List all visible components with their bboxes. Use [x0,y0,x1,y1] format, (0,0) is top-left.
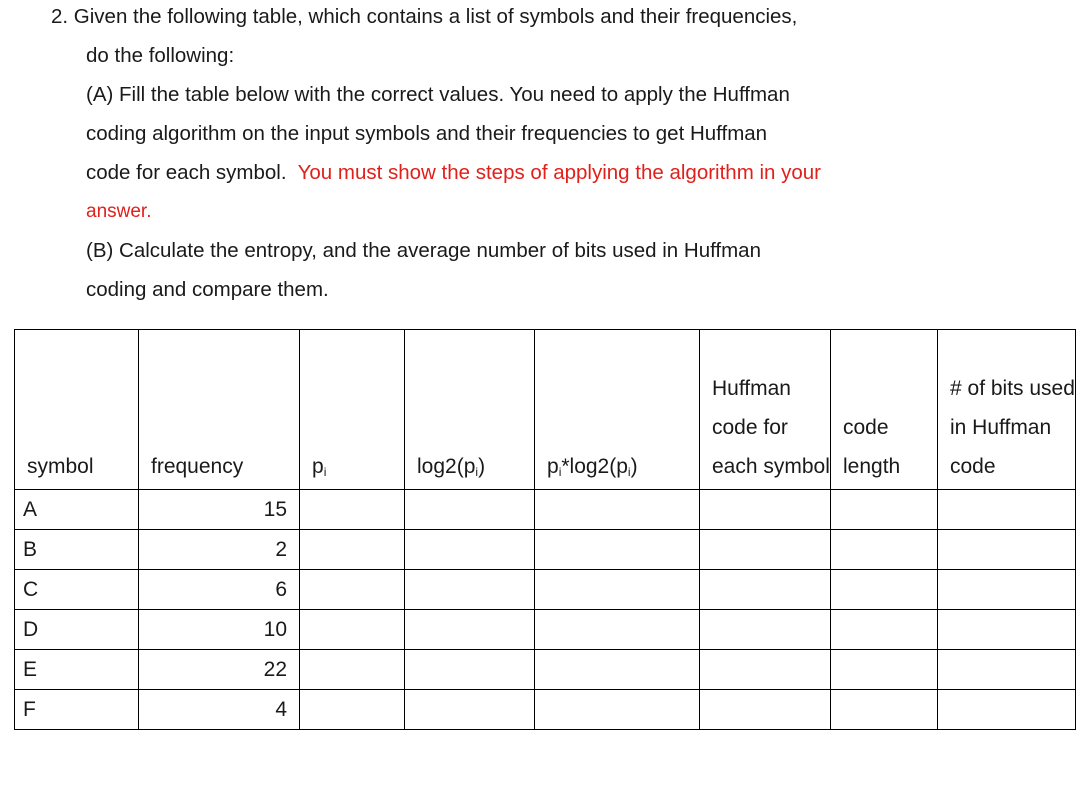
cell-pi[interactable] [300,490,405,530]
cell-frequency: 4 [139,690,300,730]
cell-pi-log2-pi[interactable] [535,690,700,730]
cell-pi-log2-pi[interactable] [535,610,700,650]
cell-log2-pi[interactable] [405,610,535,650]
question-line-4: coding algorithm on the input symbols and their frequencies to get Huffman [86,122,768,145]
cell-log2-pi[interactable] [405,490,535,530]
cell-pi[interactable] [300,570,405,610]
table-row [15,650,1076,690]
cell-frequency: 10 [139,610,300,650]
cell-huffman-code[interactable] [700,610,831,650]
cell-symbol: A [15,490,139,530]
table-row [15,690,1076,730]
cell-bits-used[interactable] [938,650,1076,690]
cell-symbol: B [15,530,139,570]
header-bits-used-text: # of bits used in Huffman code [950,377,1075,478]
cell-pi[interactable] [300,530,405,570]
question-line-5 [86,161,821,185]
table-row [15,530,1076,570]
cell-bits-used[interactable] [938,610,1076,650]
question-line-1: 2. Given the following table, which contains a list of symbols and their frequencies, [51,5,798,28]
cell-pi[interactable] [300,650,405,690]
header-log-post: ) [478,455,486,478]
cell-pi-log2-pi[interactable] [535,490,700,530]
cell-huffman-code[interactable] [700,490,831,530]
cell-log2-pi[interactable] [405,570,535,610]
table-row [15,610,1076,650]
header-plog-post: ) [630,455,638,478]
cell-log2-pi[interactable] [405,530,535,570]
cell-huffman-code[interactable] [700,690,831,730]
instruction-highlight-end: answer. [86,201,152,222]
table-row [15,490,1076,530]
cell-huffman-code[interactable] [700,570,831,610]
cell-code-length[interactable] [831,490,938,530]
cell-log2-pi[interactable] [405,690,535,730]
question-part-a: (A) Fill the table below with the correct values. You need to apply the Huffman [86,83,790,106]
question-line-2: do the following: [86,44,235,67]
cell-bits-used[interactable] [938,490,1076,530]
cell-symbol: E [15,650,139,690]
header-log-pre: log2(p [417,455,476,478]
cell-frequency: 6 [139,570,300,610]
header-plog-mid: *log2(p [561,455,628,478]
cell-huffman-code[interactable] [700,530,831,570]
cell-pi[interactable] [300,690,405,730]
header-huffman-code [700,330,831,490]
cell-symbol: C [15,570,139,610]
header-pi-base: p [312,455,324,478]
table-header-row [15,330,1076,490]
cell-code-length[interactable] [831,650,938,690]
instruction-highlight: You must show the steps of applying the algorithm in your [297,161,822,184]
cell-frequency: 15 [139,490,300,530]
frequency-table [14,329,1076,730]
cell-log2-pi[interactable] [405,650,535,690]
header-huffman-code-text: Huffman code for each symbol [712,377,830,478]
header-bits-used [938,330,1076,490]
cell-pi-log2-pi[interactable] [535,570,700,610]
header-plog-base: p [547,455,559,478]
cell-symbol: F [15,690,139,730]
header-code-length [831,330,938,490]
cell-bits-used[interactable] [938,530,1076,570]
header-symbol: symbol [15,330,139,490]
cell-symbol: D [15,610,139,650]
cell-pi-log2-pi[interactable] [535,650,700,690]
header-code-length-text: code length [843,416,901,478]
cell-code-length[interactable] [831,690,938,730]
cell-bits-used[interactable] [938,690,1076,730]
cell-pi[interactable] [300,610,405,650]
cell-bits-used[interactable] [938,570,1076,610]
header-frequency: frequency [139,330,300,490]
cell-code-length[interactable] [831,530,938,570]
header-pi-log2-pi [535,330,700,490]
cell-pi-log2-pi[interactable] [535,530,700,570]
header-pi [300,330,405,490]
cell-code-length[interactable] [831,570,938,610]
question-part-b: (B) Calculate the entropy, and the average number of bits used in Huffman [86,239,761,262]
header-plog-sub2: i [627,465,631,479]
question-line-8: coding and compare them. [86,278,329,301]
cell-huffman-code[interactable] [700,650,831,690]
cell-code-length[interactable] [831,610,938,650]
cell-frequency: 2 [139,530,300,570]
header-log2-pi [405,330,535,490]
header-pi-sub: i [323,465,327,479]
table-row [15,570,1076,610]
header-plog-sub1: i [558,465,562,479]
cell-frequency: 22 [139,650,300,690]
question-line-5-text: code for each symbol. [86,161,287,184]
header-log-sub: i [475,465,479,479]
